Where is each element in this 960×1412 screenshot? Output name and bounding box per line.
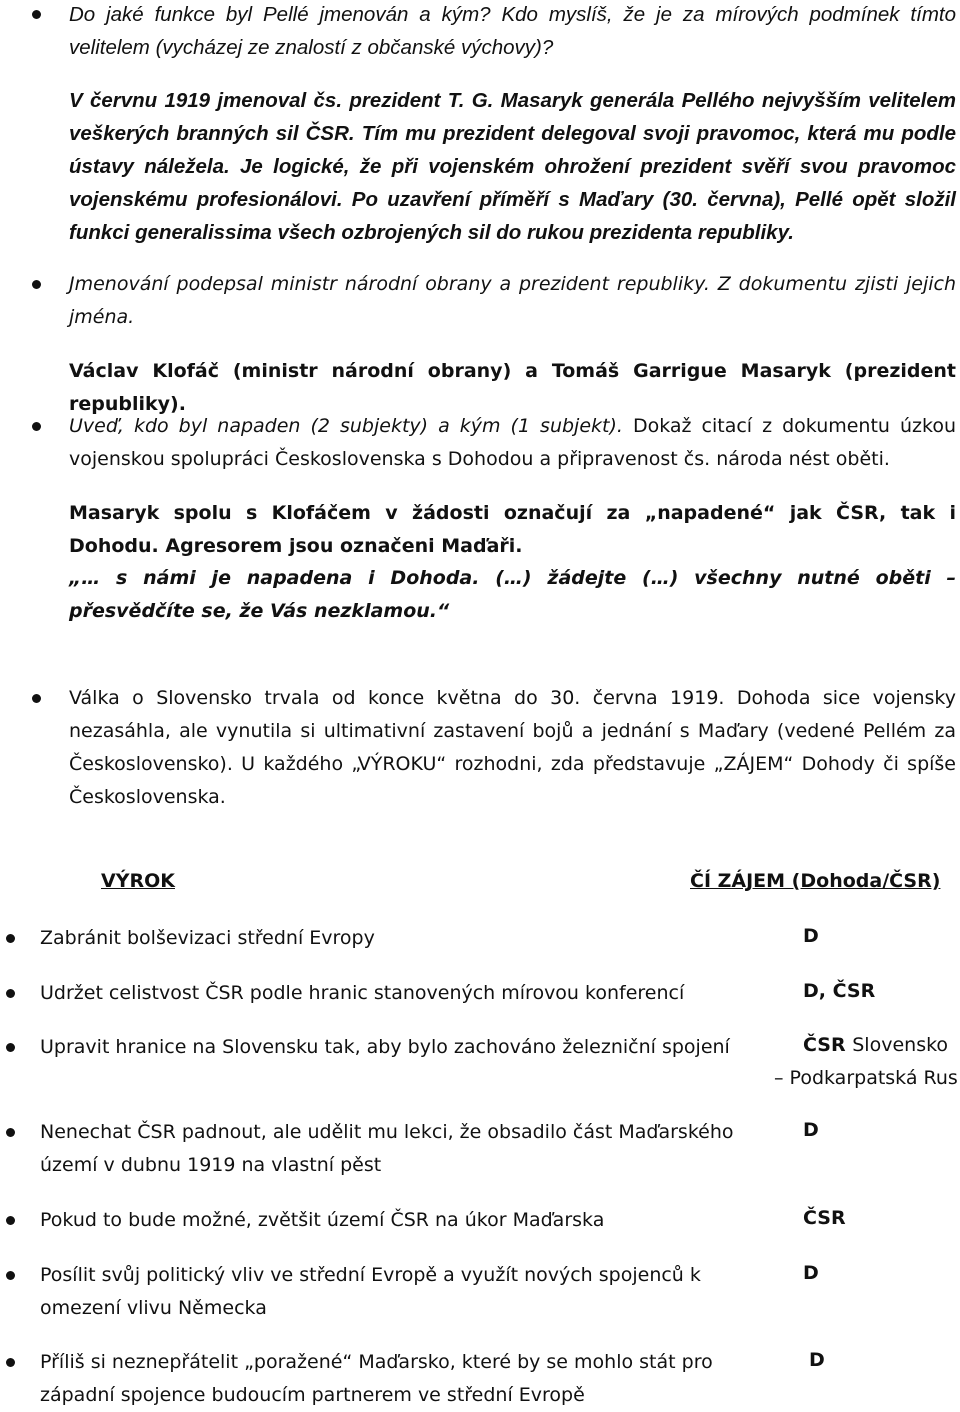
row-interest: D, ČSR xyxy=(803,980,876,1002)
row-interest: D xyxy=(803,925,819,947)
question-3-prompt-part-2: Dokaž citací z dokumentu úzkou vojenskou spolupráci Československa s Dohodou a připravenost čs. národa nést oběti. xyxy=(69,415,956,470)
row-interest: D xyxy=(803,1119,819,1141)
bullet-icon xyxy=(32,280,41,289)
bullet-icon xyxy=(6,1043,15,1052)
table-row xyxy=(40,922,770,955)
bullet-icon xyxy=(32,694,41,703)
table-row xyxy=(40,977,770,1010)
row-interest-note-2: – Podkarpatská Rus xyxy=(774,1067,958,1089)
row-statement: Posílit svůj politický vliv ve střední Evropě a využít nových spojenců k omezení vlivu Německa xyxy=(40,1264,701,1319)
question-1-answer-part-1: V červnu 1919 jmenoval čs. prezident T. G. Masaryk generála Pelléhо nejvyšším velitelem veškerých branných sil ČSR. xyxy=(69,89,956,145)
row-interest: D xyxy=(803,1262,819,1284)
row-interest: ČSR xyxy=(803,1207,846,1229)
row-statement: Zabránit bolševizaci střední Evropy xyxy=(40,927,375,949)
question-1-answer-part-2: Tím mu prezident delegoval svoji pravomoc, která mu podle ústavy náležela. Je logické, že při vojenském ohrožení prezident svěří svou pravomoc vojenskému profesionálovi. Po uzavření příměří s Maďary (30. června), Pellé opět složil funkci generalissima všech ozbrojených sil do rukou prezidenta republiky. xyxy=(69,122,957,244)
row-statement: Příliš si neznepřátelit „poražené“ Maďarsko, které by se mohlo stát pro západní spojence budoucím partnerem ve střední Evropě xyxy=(40,1351,713,1406)
row-interest xyxy=(803,1034,948,1056)
question-2-prompt: Jmenování podepsal ministr národní obrany a prezident republiky. Z dokumentu zjisti jejich jména. xyxy=(69,273,956,328)
question-3-prompt xyxy=(69,410,956,476)
table-row xyxy=(40,1031,770,1064)
table-row xyxy=(40,1346,770,1412)
row-interest: D xyxy=(809,1349,825,1371)
question-1-prompt: Do jaké funkce byl Pellé jmenován a kým? Kdo myslíš, že je za mírových podmínek tímto velitelem (vycházej ze znalostí z občanské výchovy)? xyxy=(69,3,956,59)
table-row xyxy=(40,1259,770,1325)
row-interest-value: ČSR xyxy=(803,1034,846,1056)
question-3-prompt-part-1: Uveď, kdo byl napaden (2 subjekty) a kým (1 subjekt). xyxy=(69,415,623,437)
bullet-icon xyxy=(6,1358,15,1367)
row-statement: Pokud to bude možné, zvětšit území ČSR na úkor Maďarska xyxy=(40,1209,605,1231)
bullet-icon xyxy=(6,989,15,998)
question-3-answer-2: „… s námi je napadena i Dohoda. (…) žádejte (…) všechny nutné oběti – přesvědčíte se, že Vás nezklamou.“ xyxy=(69,567,956,622)
table-row xyxy=(40,1204,770,1237)
row-statement: Upravit hranice na Slovensku tak, aby bylo zachováno železniční spojení xyxy=(40,1036,730,1058)
column-header-statement: VÝROK xyxy=(101,870,175,892)
bullet-icon xyxy=(6,934,15,943)
question-2-answer: Václav Klofáč (ministr národní obrany) a Tomáš Garrigue Masaryk (prezident republiky). xyxy=(69,360,956,415)
question-1-answer xyxy=(69,84,956,249)
row-statement: Nenechat ČSR padnout, ale udělit mu lekci, že obsadilo část Maďarského území v dubnu 1919 na vlastní pěst xyxy=(40,1121,734,1176)
question-3-answer-1: Masaryk spolu s Klofáčem v žádosti označují za „napadené“ jak ČSR, tak i Dohodu. Agresorem jsou označeni Maďaři. xyxy=(69,502,956,557)
bullet-icon xyxy=(6,1271,15,1280)
bullet-icon xyxy=(6,1128,15,1137)
bullet-icon xyxy=(32,422,41,431)
table-row xyxy=(40,1116,770,1182)
row-interest-note-1: Slovensko xyxy=(852,1034,949,1056)
column-header-interest: ČÍ ZÁJEM (Dohoda/ČSR) xyxy=(690,870,941,892)
question-4-prompt: Válka o Slovensko trvala od konce května do 30. června 1919. Dohoda sice vojensky nezasáhla, ale vynutila si ultimativní zastavení bojů a jednání s Maďary (vedené Pellém za Československo). U každého „VÝROKU“ rozhodni, zda představuje „ZÁJEM“ Dohody či spíše Československa. xyxy=(69,687,956,808)
bullet-icon xyxy=(32,10,41,19)
row-statement: Udržet celistvost ČSR podle hranic stanovených mírovou konferencí xyxy=(40,982,685,1004)
bullet-icon xyxy=(6,1216,15,1225)
